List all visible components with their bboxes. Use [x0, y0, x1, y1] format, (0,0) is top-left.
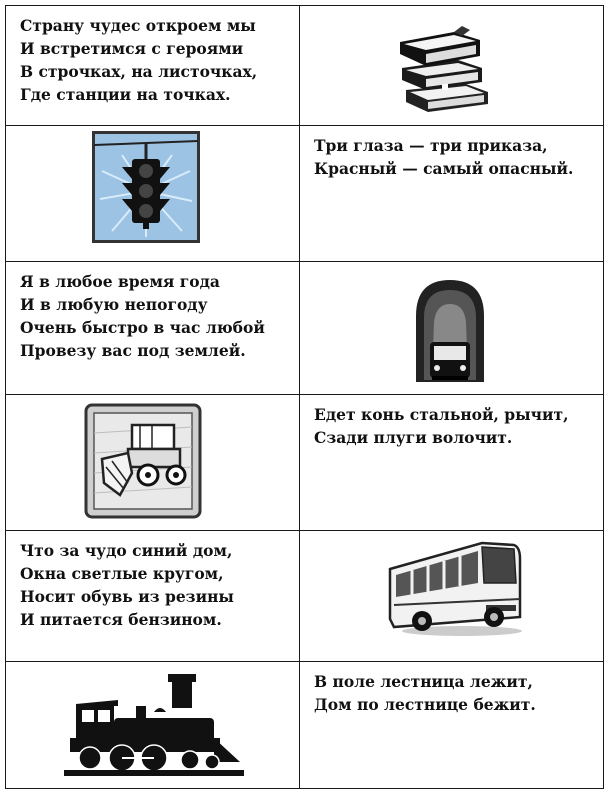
picture-cell	[6, 126, 300, 262]
table-row	[6, 531, 604, 662]
verse-line: Дом по лестнице бежит.	[314, 695, 536, 714]
picture-cell	[6, 395, 300, 531]
riddle-cell	[300, 662, 604, 789]
verse-line: И встретимся с героями	[20, 39, 244, 58]
verse-line: Провезу вас под землей.	[20, 341, 246, 360]
verse-line: И в любую непогоду	[20, 295, 208, 314]
bus-icon	[386, 539, 522, 639]
table-row	[6, 126, 604, 262]
verse-line: Я в любое время года	[20, 272, 220, 291]
riddle-verse	[300, 395, 603, 449]
table-row	[6, 262, 604, 395]
verse-line: Страну чудес откроем мы	[20, 16, 256, 35]
verse-line: Что за чудо синий дом,	[20, 541, 233, 560]
riddle-verse	[300, 126, 603, 180]
verse-line: Очень быстро в час любой	[20, 318, 265, 337]
verse-line: В поле лестница лежит,	[314, 672, 533, 691]
verse-line: Где станции на точках.	[20, 85, 231, 104]
verse-line: Едет конь стальной, рычит,	[314, 405, 569, 424]
traffic-light-icon	[92, 131, 200, 243]
riddle-cell	[6, 6, 300, 126]
riddle-verse	[6, 6, 299, 106]
locomotive-icon	[64, 672, 244, 778]
verse-line: В строчках, на листочках,	[20, 62, 258, 81]
verse-line: Три глаза — три приказа,	[314, 136, 548, 155]
riddle-verse	[6, 531, 299, 631]
verse-line: Окна светлые кругом,	[20, 564, 224, 583]
verse-line: Носит обувь из резины	[20, 587, 234, 606]
picture-cell	[300, 262, 604, 395]
verse-line: Сзади плуги волочит.	[314, 428, 513, 447]
riddles-table	[5, 5, 604, 789]
verse-line: И питается бензином.	[20, 610, 222, 629]
metro-tunnel-icon	[412, 276, 488, 384]
table-row	[6, 6, 604, 126]
table-row	[6, 395, 604, 531]
books-icon	[396, 24, 496, 116]
picture-cell	[300, 531, 604, 662]
riddle-cell	[6, 262, 300, 395]
riddle-verse	[6, 262, 299, 362]
tractor-icon	[84, 403, 202, 519]
picture-cell	[6, 662, 300, 789]
table-row	[6, 662, 604, 789]
riddle-cell	[6, 531, 300, 662]
riddle-verse	[300, 662, 603, 716]
picture-cell	[300, 6, 604, 126]
riddle-cell	[300, 395, 604, 531]
verse-line: Красный — самый опасный.	[314, 159, 574, 178]
riddle-cell	[300, 126, 604, 262]
